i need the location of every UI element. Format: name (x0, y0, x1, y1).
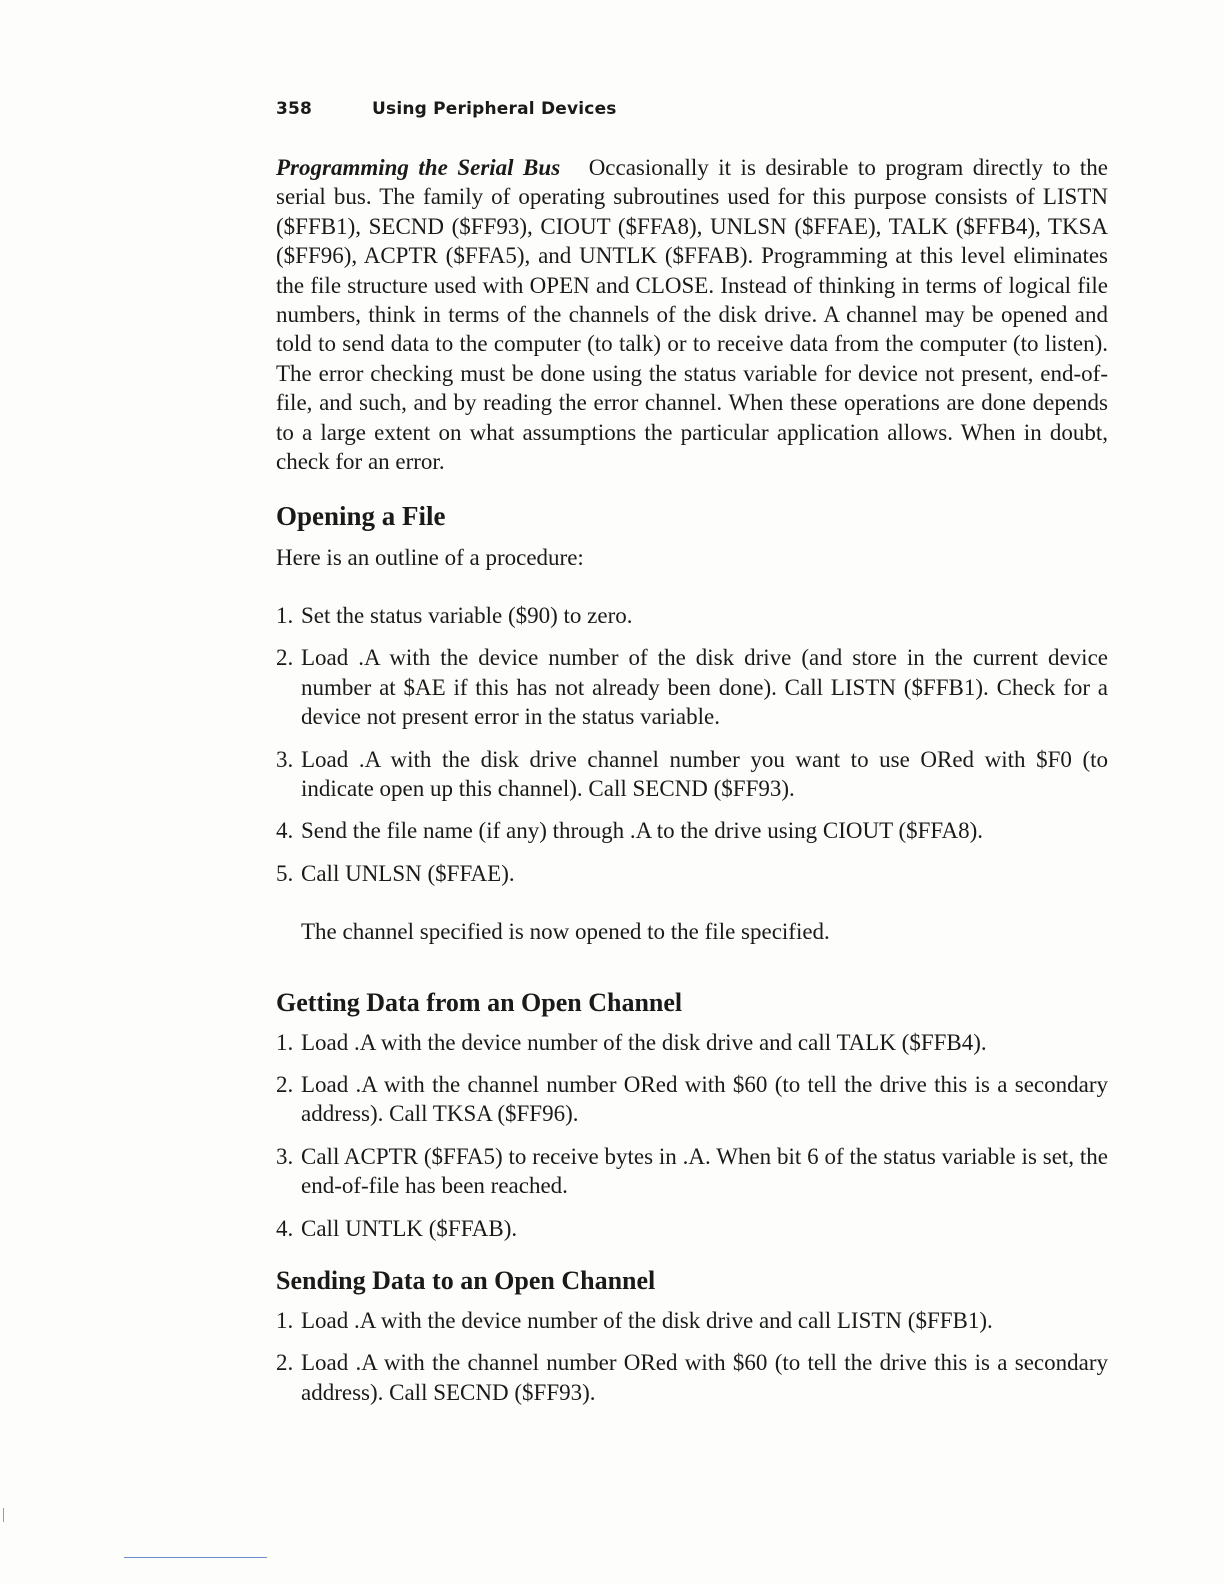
intro-text: Occasionally it is desirable to program directly to the serial bus. The family of operating subroutines used for this purpose consists of LISTN ($FFB1), SECND ($FF93), CIOUT ($FFA8), UNLSN ($FFAE), TALK ($FFB4), TKSA ($FF96), ACPTR ($FFA5), and UNTLK ($FFAB). Programming at this level eliminates the file structure used with OPEN and CLOSE. Instead of thinking in terms of logical file numbers, think in terms of the channels of the disk drive. A channel may be opened and told to send data to the computer (to talk) or to receive data from the computer (to listen). The error checking must be done using the status variable for device not present, end-of-file, and such, and by reading the error channel. When these operations are done depends to a large extent on what assumptions the particular application allows. When in doubt, check for an error. (276, 155, 1109, 475)
opening-steps (276, 601, 1108, 888)
heading-opening-a-file: Opening a File (276, 501, 446, 532)
list-item (276, 1028, 1108, 1057)
step-number: 4. (276, 818, 294, 844)
step-number: 4. (276, 1215, 294, 1241)
list-item (276, 859, 1108, 888)
step-text: Load .A with the channel number ORed with $60 (to tell the drive this is a secondary address). Call TKSA ($FF96). (301, 1071, 1108, 1127)
list-item (276, 745, 1108, 804)
step-number: 2. (276, 645, 294, 671)
list-item (276, 1306, 1108, 1335)
step-text: Load .A with the device number of the disk drive and call TALK ($FFB4). (301, 1029, 987, 1055)
list-item (276, 1070, 1108, 1129)
intro-paragraph (276, 153, 1108, 476)
step-number: 2. (276, 1350, 294, 1376)
list-item (276, 643, 1108, 731)
intro-lead: Programming the Serial Bus (276, 155, 561, 180)
list-item (276, 1214, 1108, 1243)
step-number: 3. (276, 746, 294, 772)
list-item (276, 1348, 1108, 1407)
running-title: Using Peripheral Devices (372, 99, 617, 119)
footer-rule (124, 1557, 267, 1558)
step-number: 1. (276, 602, 294, 628)
step-number: 3. (276, 1143, 294, 1169)
running-header (276, 99, 617, 119)
heading-getting-data: Getting Data from an Open Channel (276, 987, 683, 1017)
opening-intro: Here is an outline of a procedure: (276, 545, 584, 571)
sending-steps (276, 1306, 1108, 1407)
step-text: Call UNTLK ($FFAB). (301, 1215, 518, 1241)
step-number: 2. (276, 1071, 294, 1097)
page-number: 358 (276, 99, 313, 119)
step-text: Load .A with the device number of the disk drive (and store in the current device number at $AE if this has not already been done). Call LISTN ($FFB1). Check for a device not present error in the status variable. (301, 645, 1108, 730)
step-text: Load .A with the channel number ORed with $60 (to tell the drive this is a secondary address). Call SECND ($FF93). (301, 1350, 1108, 1405)
getting-steps (276, 1028, 1108, 1243)
opening-note: The channel specified is now opened to the file specified. (301, 919, 830, 945)
page-body (276, 153, 1108, 1407)
list-item (276, 601, 1108, 630)
step-text: Load .A with the disk drive channel number you want to use ORed with $F0 (to indicate open up this channel). Call SECND ($FF93). (301, 746, 1108, 801)
step-text: Load .A with the device number of the disk drive and call LISTN ($FFB1). (301, 1307, 993, 1333)
step-text: Call ACPTR ($FFA5) to receive bytes in .A. When bit 6 of the status variable is set, the end-of-file has been reached. (301, 1143, 1108, 1199)
heading-sending-data: Sending Data to an Open Channel (276, 1265, 656, 1295)
step-number: 1. (276, 1307, 294, 1333)
step-text: Call UNLSN ($FFAE). (301, 860, 515, 886)
step-number: 5. (276, 860, 294, 886)
list-item (276, 816, 1108, 845)
list-item (276, 1142, 1108, 1201)
scan-margin-mark (3, 1508, 4, 1522)
step-number: 1. (276, 1029, 294, 1055)
step-text: Send the file name (if any) through .A to the drive using CIOUT ($FFA8). (301, 818, 984, 844)
step-text: Set the status variable ($90) to zero. (301, 602, 633, 628)
